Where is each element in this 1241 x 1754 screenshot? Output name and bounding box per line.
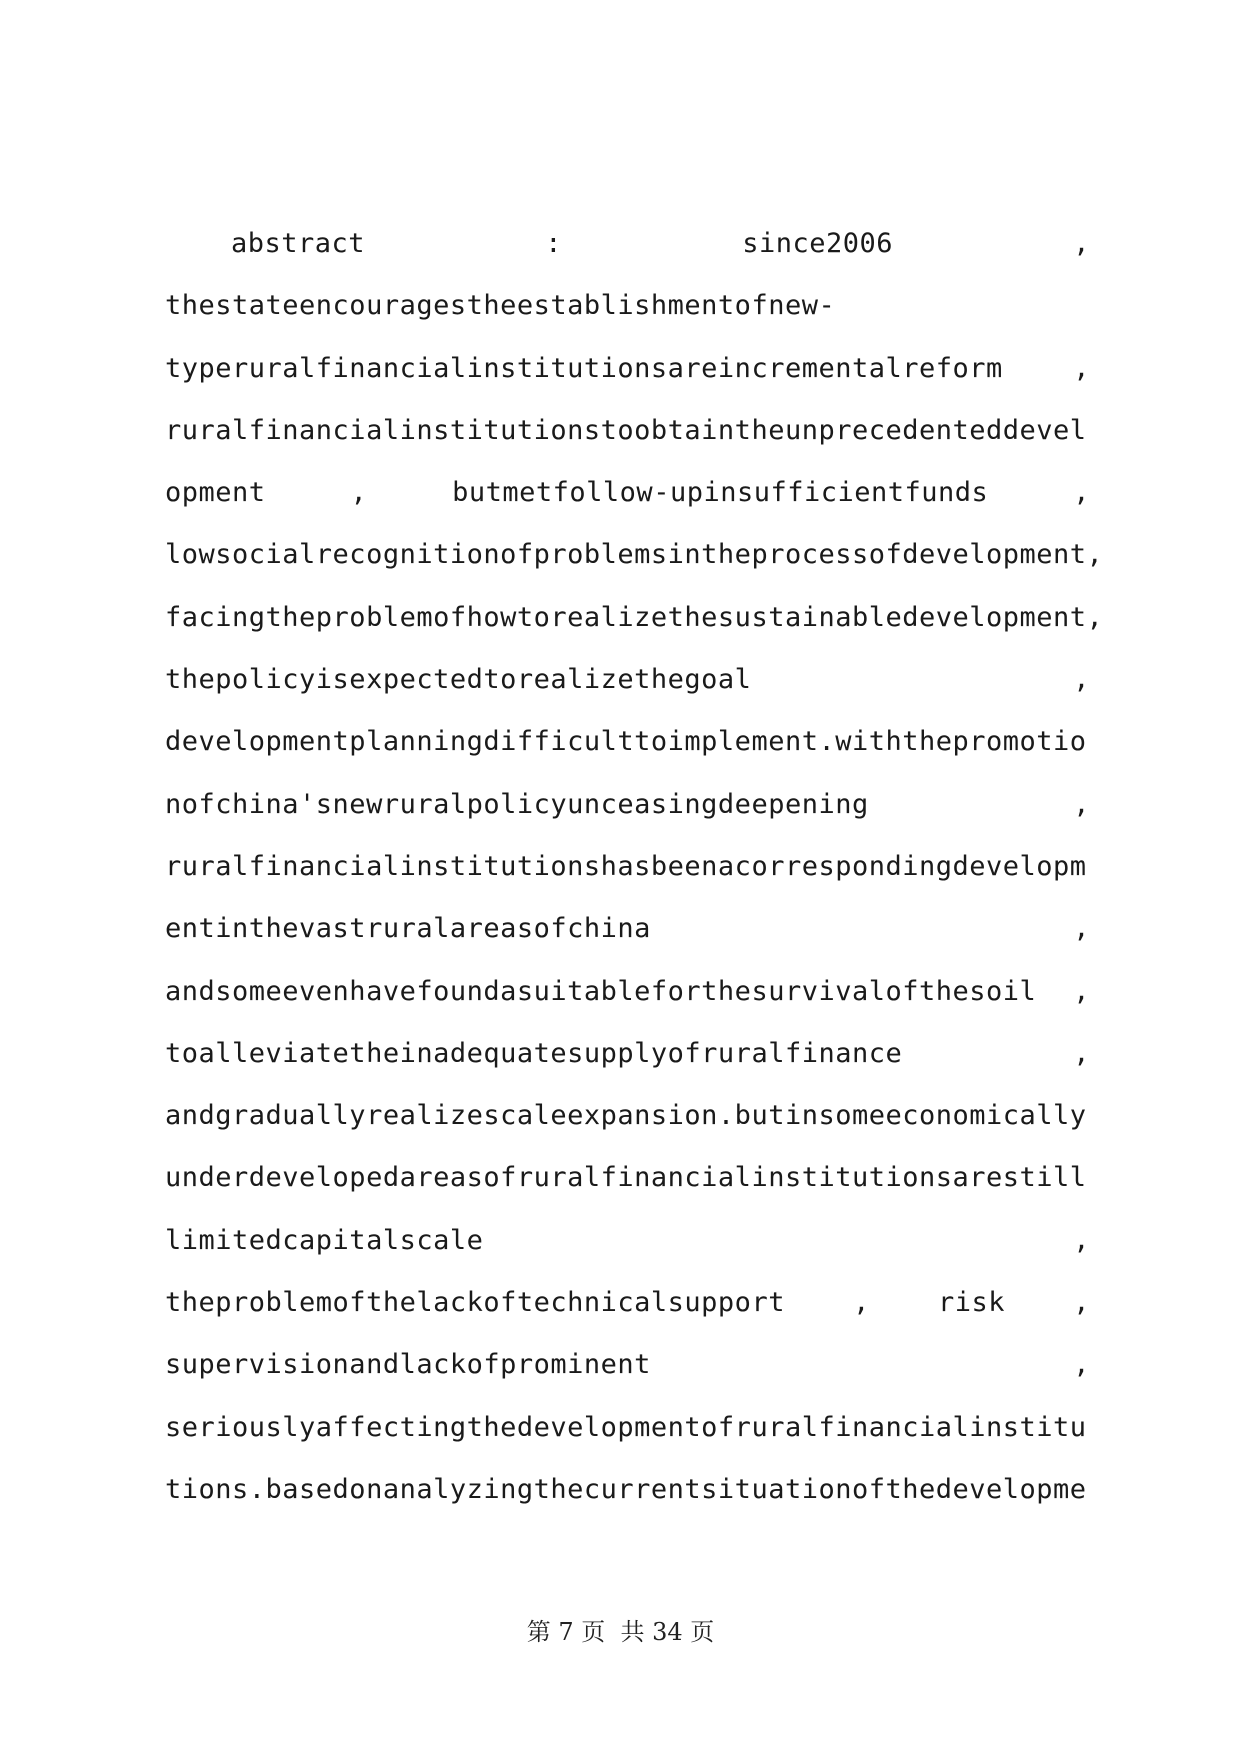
- text-segment: toalleviatetheinadequatesupplyofruralfinance: [165, 1037, 903, 1069]
- text-segment: ,: [1073, 788, 1090, 820]
- text-segment: limitedcapitalscale: [165, 1224, 484, 1256]
- text-segment: ,: [853, 1287, 870, 1319]
- text-segment: typeruralfinancialinstitutionsareincrementalreform: [165, 352, 1003, 384]
- text-segment: developmentplanningdifficulttoimplement.withthepromotio: [165, 726, 1087, 758]
- text-segment: ,: [1073, 1349, 1090, 1381]
- text-line: [165, 1100, 1090, 1162]
- text-line: [165, 1412, 1090, 1474]
- text-line: [165, 726, 1090, 788]
- page-footer: [0, 1612, 1241, 1647]
- text-line: [165, 976, 1090, 1038]
- text-segment: facingtheproblemofhowtorealizethesustainabledevelopment,: [165, 601, 1104, 633]
- text-segment: since2006: [742, 228, 894, 259]
- text-segment: andgraduallyrealizescaleexpansion.butinsomeeconomically: [165, 1100, 1087, 1132]
- text-segment: seriouslyaffectingthedevelopmentofruralfinancialinstitu: [165, 1411, 1087, 1443]
- text-line: [165, 664, 1090, 726]
- abstract-body: [165, 228, 1104, 1536]
- text-line: [165, 1038, 1090, 1100]
- text-line: [165, 1287, 1090, 1349]
- text-segment: risk: [938, 1287, 1006, 1319]
- text-segment: thestateencouragestheestablishmentofnew-: [165, 290, 836, 322]
- text-line: [165, 601, 1104, 664]
- text-segment: ,: [1073, 1287, 1090, 1319]
- text-segment: :: [545, 228, 563, 259]
- text-segment: ,: [1073, 228, 1090, 259]
- text-segment: andsomeevenhavefoundasuitableforthesurvivalofthesoil: [165, 975, 1037, 1007]
- text-segment: ,: [1073, 975, 1090, 1007]
- text-line: [165, 913, 1090, 975]
- text-segment: ,: [1073, 664, 1090, 696]
- text-line: [165, 477, 1090, 539]
- text-segment: ,: [1073, 913, 1090, 945]
- text-segment: ,: [1073, 1224, 1090, 1256]
- text-segment: ruralfinancialinstitutionstoobtaintheunprecedenteddevel: [165, 414, 1087, 446]
- text-line: [165, 539, 1104, 601]
- text-line: [165, 415, 1090, 477]
- text-line: [165, 353, 1090, 415]
- text-segment: entinthevastruralareasofchina: [165, 913, 651, 945]
- text-segment: ,: [1073, 352, 1090, 384]
- text-segment: underdevelopedareasofruralfinancialinstitutionsarestill: [165, 1162, 1087, 1194]
- text-segment: lowsocialrecognitionofproblemsintheprocessofdevelopment,: [165, 539, 1104, 571]
- text-line: [165, 789, 1090, 851]
- text-segment: tions.basedonanalyzingthecurrentsituationofthedevelopme: [165, 1473, 1087, 1505]
- page-number-text: 第 7 页 共 34 页: [526, 1618, 715, 1646]
- text-segment: nofchina'snewruralpolicyunceasingdeepening: [165, 788, 869, 820]
- text-line: [165, 228, 1090, 290]
- text-line: [165, 1162, 1090, 1224]
- text-segment: abstract: [231, 228, 366, 259]
- text-segment: butmetfollow-upinsufficientfunds: [452, 477, 989, 509]
- text-line: [165, 290, 1090, 352]
- text-segment: theproblemofthelackoftechnicalsupport: [165, 1287, 785, 1319]
- text-segment: opment: [165, 477, 266, 509]
- text-segment: thepolicyisexpectedtorealizethegoal: [165, 664, 752, 696]
- text-segment: ,: [1073, 1037, 1090, 1069]
- text-line: [165, 1225, 1090, 1287]
- text-segment: ruralfinancialinstitutionshasbeenacorrespondingdevelopm: [165, 850, 1087, 882]
- text-line: [165, 1349, 1090, 1411]
- text-segment: supervisionandlackofprominent: [165, 1349, 651, 1381]
- text-segment: ,: [350, 477, 368, 509]
- text-line: [165, 851, 1090, 913]
- text-line: [165, 1474, 1090, 1536]
- text-segment: ,: [1073, 477, 1090, 509]
